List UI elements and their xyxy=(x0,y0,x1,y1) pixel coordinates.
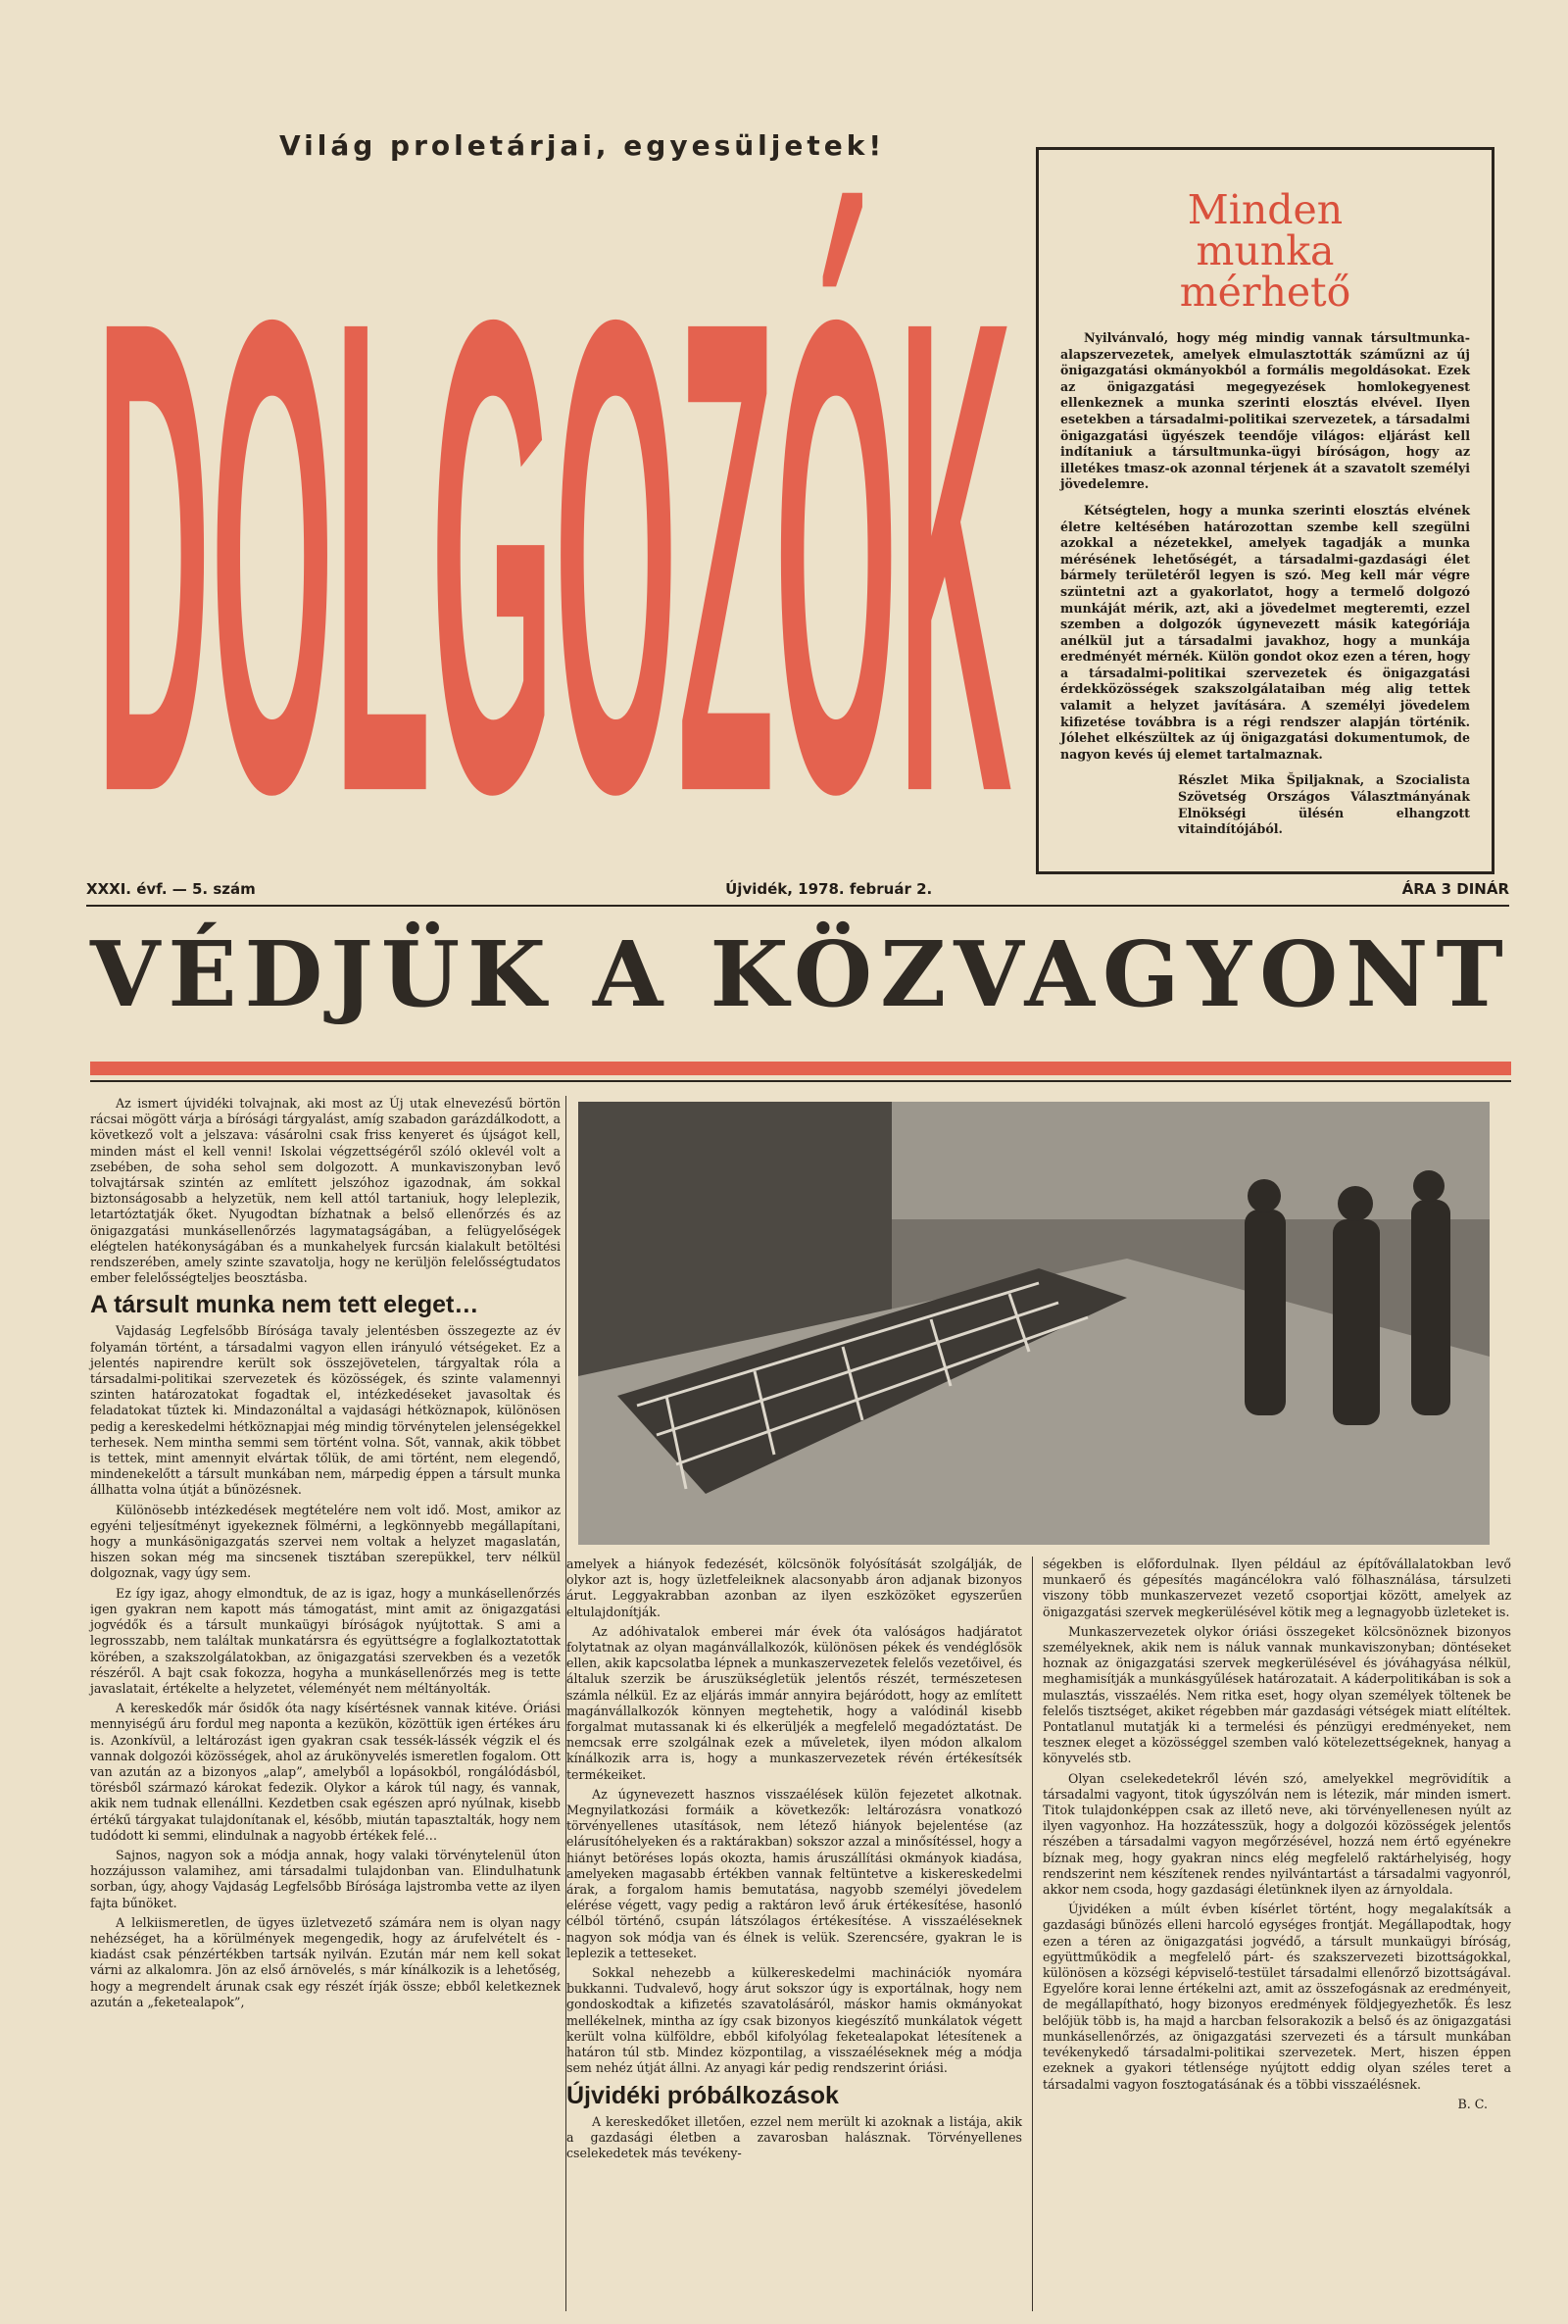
article-intro: Az ismert újvidéki tolvajnak, aki most az Új utak elnevezésű börtön rácsai mögött várja a bírósági tárgyalást, amíg szabadon garázdálkodott, a következő volt a jelszava: vásárolni csak friss kenyeret és újságot kell, minden mást el kell venni! Iskolai végzettségéről szóló oklevél volt a zsebében, de soha sehol sem dolgozott. A munkaviszonyban levő tolvajtársak szintén az említett jelszóhoz igazodnak, ám sokkal biztonságosabb a helyzetük, nem kell attól tartaniuk, hogy leleplezik, letartóztatják őket. Nyugodtan bízhatnak a belső ellenőrzés és az önigazgatási munkásellenőrzés lagymatagságában, a felügyelőségek elégtelen hatékonyságában és a munkahelyek furcsán kialakult betöltési rendszerében, amely szinte szavatolja, hogy ne kerüljön felelősségtudatos ember felelősségteljes beosztásba. xyxy=(90,1096,561,1286)
article-paragraph: Olyan cselekedetekről lévén szó, amelyekkel megrövidítik a társadalmi vagyont, titok úgyszólván nem is létezik, már minden ismert. Titok tulajdonképpen csak az illető neve, aki törvényellenesen nyúlt az ilyen vagyonhoz. Ha hozzátesszük, hogy a dolgozói közösségek jelentős részében a társadalmi vagyon megőrzésével, hozzá nem értő egyénekre bíznak meg, hogy gyakran nincs elég megfelelő raktárhelyiség, hogy rendszerint nem készítenek rendes nyilvántartást a társadalmi vagyonról, akkor nem csoda, hogy gazdasági életünknek ilyen az árnyoldala. xyxy=(1043,1770,1511,1898)
masthead-logo xyxy=(96,181,1012,877)
article-paragraph: Sajnos, nagyon sok a módja annak, hogy valaki törvénytelenül úton hozzájusson valamihez, ami társadalmi tulajdonban van. Elindulhatunk sorban, úgy, ahogy Vajdaság Legfelsőbb Bírósága lajstromba vette az ilyen fajta bűnöket. xyxy=(90,1847,561,1910)
article-paragraph: Újvidéken a múlt évben kísérlet történt, hogy megalakítsák a gazdasági bűnözés elleni harcoló egységes frontját. Megállapodtak, hogy ezen a téren az önigazgatási jogvédő, a társult munkaügyi bíróság, együttműködik a megfelelő párt- és szakszervezeti bizottságokkal, különösen a községi képviselő-testület társadalmi ellenőrző bizottságával. Egyelőre korai lenne értékelni azt, amit az összefogásnak az eredményeit, de megállapítható, hogy bizonyos eredmények földjegyezhetők. És lesz belőjük több is, ha majd a harcban felsorakozik a belső és az önigazgatási munkásellenőrzés, az önigazgatási szervezeti és a társult munkában tevékenykedő társadalmi-politikai szervezetek. Mert, hiszen éppen ezeknek a gyakori tétlensége nyújtott eddig olyan széles teret a társadalmi vagyon fosztogatásának és a többi visszaélésnek. xyxy=(1043,1902,1511,2092)
masthead-motto: Világ proletárjai, egyesüljetek! xyxy=(279,129,886,162)
main-headline: VÉDJÜK A KÖZVAGYONT xyxy=(90,921,1511,1027)
article-column-1 xyxy=(90,1096,561,2014)
article-paragraph: Különösebb intézkedések megtételére nem volt idő. Most, amikor az egyéni teljesítményt igyekeznek fölmérni, a legkönnyebb megállapítani, hogy a munkásönigazgatás szervei nem voltak a helyzet magaslatán, hiszen sokan még ma sincsenek tisztában szerepükkel, terv nélkül dolgoznak, vagy úgy sem. xyxy=(90,1502,561,1581)
article-paragraph: A kereskedők már ősidők óta nagy kísértésnek vannak kitéve. Óriási mennyiségű áru fordul meg naponta a kezükön, közöttük igen értékes áru is. Azonkívül, a leltározást igen gyakran csak tessék-lássék végzik el és vannak dolgozói közösségek, ahol az árukönyvelés ismeretlen fogalom. Ott van azután az a bizonyos „alap”, amelyből a lopásokból, rongálódásból, törésből származó károkat fedezik. Olykor a károk túl nagy, és vannak, akik nem tudnak ellenállni. Kezdetben csak egészen apró nyúlnak, kisebb értékű tárgyakat tulajdonítanak el, később, miután tapasztalták, hogy nem tudódott ki semmi, elindulnak a nagyobb értékek felé… xyxy=(90,1701,561,1843)
column-divider xyxy=(1032,1557,1033,2311)
editorial-paragraph: Kétségtelen, hogy a munka szerinti elosztás elvének életre keltésében határozottan szembe kell szegülni azokkal a nézetekkel, amelyek tagadják a munka mérésének lehetőségét, a társadalmi-gazdasági élet bármely területéről legyen is szó. Meg kell már végre szüntetni azt a gyakorlatot, hogy a termelő dolgozó munkáját mérik, azt, aki a jövedelmet megteremti, ezzel szemben a dolgozók úgynevezett másik kategóriája anélkül jut a társadalmi javakhoz, hogy a munkája eredményét mérnék. Külön gondot okoz ezen a téren, hogy a társadalmi-politikai szervezetek és önigazgatási érdekközösségek szakszolgálataiban még alig tettek valamit a helyzet javítására. A személyi jövedelem kifizetése továbbra is a régi rendszer alapján történik. Jólehet elkészültek az új önigazgatási dokumentumok, de nagyon kevés új elemet tartalmaznak. xyxy=(1060,502,1470,762)
article-paragraph: Vajdaság Legfelsőbb Bírósága tavaly jelentésben összegezte az év folyamán történt, a társadalmi vagyon ellen irányuló vétségeket. Ez a jelentés napirendre került sok összejövetelen, tárgyaltak róla a társadalmi-politikai szervezetek és közösségek, és szinte valamennyi szinten határozatokat fogadtak el, intézkedéseket javasoltak és feladatokat tűztek ki. Mindazonáltal a vajdasági hétköznapok, különösen pedig a kereskedelmi hétköznapjai még mindig törvénytelen jelenségekkel terhesek. Nem mintha semmi sem történt volna. Sőt, vannak, akik többet is tettek, mint amennyit elvártak tőlük, de ami történt, nem elegendő, mindenekelőtt a társult munkában nem, márpedig éppen a társult munka állhatta volna útját a bűnözésnek. xyxy=(90,1323,561,1498)
factory-photo-icon xyxy=(578,1102,1490,1545)
headline-red-rule xyxy=(90,1062,1511,1075)
headline-divider xyxy=(90,1080,1511,1082)
article-signature: B. C. xyxy=(1457,2096,1488,2111)
article-column-3 xyxy=(1043,1557,1511,2116)
article-paragraph: amelyek a hiányok fedezését, kölcsönök folyósítását szolgálják, de olykor azt is, hogy üzletfeleiknek alacsonyabb áron adjanak bizonyos árut. Leggyakrabban azonban az ilyen eszközöket egyszerűen eltulajdonítják. xyxy=(566,1557,1022,1619)
article-column-2 xyxy=(566,1557,1022,2165)
article-paragraph: A lelkiismeretlen, de ügyes üzletvezető számára nem is olyan nagy nehézséget, ha a körülmények megengedik, hogy az árufelvételt és -kiadást csak pénzértékben tartsák nyilván. Ezután már nem kell sokat várni az alkalomra. Jön az első árnövelés, s már kínálkozik is a lehetőség, hogy a megrendelt árunak csak egy részét írják össze; ebből keletkeznek azután a „feketealapok”, xyxy=(90,1914,561,2009)
editorial-credit: Részlet Mika Špiljaknak, a Szocialista Szövetség Országos Választmányának Elnökségi ülésén elhangzott vitaindítójából. xyxy=(1178,772,1470,837)
article-subhead: A társult munka nem tett eleget… xyxy=(90,1291,479,1319)
editorial-paragraph: Nyilvánvaló, hogy még mindig vannak társultmunka-alapszervezetek, amelyek elmulasztották száműzni az új önigazgatási okmányokból a formális megoldásokat. Ezek az önigazgatási megegyezések homlokegyenest ellenkeznek a munka szerinti elosztás elvével. Ilyen esetekben a társadalmi-politikai szervezetek, a társadalmi önigazgatási ügyészek teendője világos: eljárást kell indítaniuk a társultmunka-ügyi bíróságon, hogy az illetékes tmasz-ok azonnal térjenek át a szavatolt személyi jövedelemre. xyxy=(1060,330,1470,492)
editorial-title: Minden munka mérhető xyxy=(1179,186,1351,316)
masthead-logo-text: DOLGOZÓK xyxy=(96,181,1012,877)
article-paragraph: Ez így igaz, ahogy elmondtuk, de az is igaz, hogy a munkásellenőrzés igen gyakran nem kapott más támogatást, mint amit az önigazgatási jogvédők és a társult munkaügyi bíróságok nyújtottak. S ami a legrosszabb, nem találtak munkatársra és együttségre a foglalkoztatottak körében, a szakszolgálatokban, az önigazgatási szervekben és a vezetők részéről. A bajt csak fokozza, hogyha a munkásellenőrzés meg is tette javaslatait, értékelte a helyzetet, véleményét nem méltányolták. xyxy=(90,1585,561,1696)
article-paragraph: Az úgynevezett hasznos visszaélések külön fejezetet alkotnak. Megnyilatkozási formáik a következők: leltározásra vonatkozó törvényellenes utasítások, nem létező hiányok bejelentése (az elárusítóhelyeken és a raktárakban) sokszor azzal a minősítéssel, hogy a hiányt betöréses lopás okozta, hamis áruszállítási okmányok kiadása, amelyeken magasabb értékben vannak feltüntetve a kiskereskedelmi árak, a forgalom hamis bemutatása, nagyobb személyi jövedelem elérése végett, vagy pedig a raktáron levő áruk értékesítése, hasonló célból történő, csupán látszólagos értékesítése. A visszaéléseknek nagyon sok módja van és élnek is velük. Szerencsére, gyakran le is leplezik a tetteseket. xyxy=(566,1786,1022,1960)
issue-number: XXXI. évf. — 5. szám xyxy=(86,880,256,898)
dateline xyxy=(86,880,1509,907)
article-paragraph: Sokkal nehezebb a külkereskedelmi machinációk nyomára bukkanni. Tudvalevő, hogy árut sokszor úgy is exportálnak, hogy nem gondoskodtak a kifizetés szavatolásáról, máskor hamis okmányokat mellékelnek, mintha az így csak bizonyos kiegészítő munkálatok végett került volna külföldre, ebből kifolyólag feketealapokat létesítenek a határon túl stb. Mindez központilag, a visszaéléseknek még a módja sem nehéz útját állni. Az anyagi kár pedig rendszerint óriási. xyxy=(566,1965,1022,2076)
article-paragraph: Az adóhivatalok emberei már évek óta valóságos hadjáratot folytatnak az olyan magánvállalkozók, különösen pékek és vendéglősök ellen, akik kapcsolatba lépnek a munkaszervezetek felelős vezetőivel, és általuk szerzik be áruszükségletük jelentős részét, természetesen számla nélkül. Ez az eljárás immár annyira bejáródott, hogy az említett magánvállalkozók könnyen megtehetik, hogy a valódinál kisebb forgalmat mutassanak ki és elkerüljék a megfelelő megadóztatást. De nemcsak erre szolgálnak ezek a műveletek, ilyen módon alkalom kínálkozik arra is, hogy a munkaszervezetek révén értékesítsék termékeiket. xyxy=(566,1623,1022,1782)
article-paragraph: Munkaszervezetek olykor óriási összegeket kölcsönöznek bizonyos személyeknek, akik nem is náluk vannak munkaviszonyban; döntéseket hoznak az önigazgatási szervek megkerülésével és jóváhagyása nélkül, meghamisítják a munkásgyűlések határozatait. A káderpolitikában is sok a mulasztás, visszaélés. Nem ritka eset, hogy olyan személyek töltenek be felelős tisztséget, akiket régebben már gazdasági vétségek miatt elítéltek. Pontatlanul mutatják ki a termelési és pénzügyi eredményeket, nem teszneк eleget a közösséggel szemben való kötelezettségeknek, hanyag a könyvelés stb. xyxy=(1043,1623,1511,1766)
article-paragraph: A kereskedőket illetően, ezzel nem merült ki azoknak a listája, akik a gazdasági életben a zavarosban halásznak. Törvényellenes cselekedetek más tevékeny- xyxy=(566,2113,1022,2160)
place-date: Újvidék, 1978. február 2. xyxy=(725,880,933,898)
editorial-box xyxy=(1036,147,1494,874)
article-subhead: Újvidéki próbálkozások xyxy=(566,2081,839,2109)
article-paragraph: ségekben is előfordulnak. Ilyen például az építővállalatokban levő munkaerő és gépesítés magáncélokra való fölhasználása, társulzeti viszony több munkaszervezet vezető csoportjai között, amelyek az önigazgatási szervek megkerülésével kötik meg a legnagyobb üzleteket is. xyxy=(1043,1557,1511,1619)
price: ÁRA 3 DINÁR xyxy=(1401,880,1509,898)
